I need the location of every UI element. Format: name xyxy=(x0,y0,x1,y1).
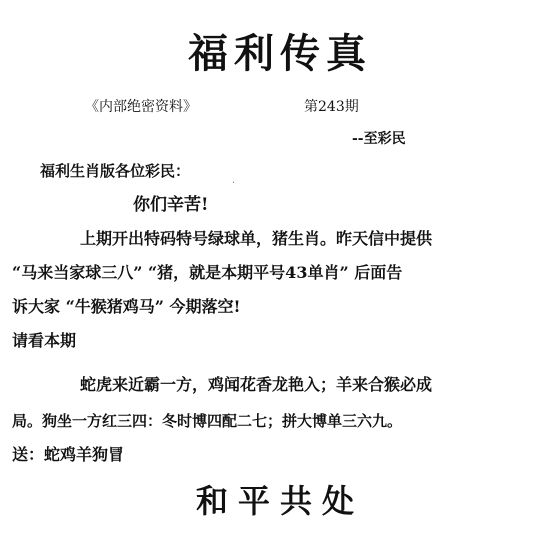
issue-number: 第243期 xyxy=(304,99,359,115)
poem-line-2: 局。狗坐一方红三四：冬时博四配二七；拼大博单三六九。 xyxy=(12,412,403,430)
author-line: --至彩民 xyxy=(352,131,406,147)
paragraph-line-1: 上期开出特码特号绿球单，猪生肖。昨天信中提供 xyxy=(80,229,433,248)
paragraph-line-2: “马来当家球三八” “猪，就是本期平号43单肖” 后面告 xyxy=(12,263,403,282)
poem-line-1: 蛇虎来近霸一方，鸡闻花香龙艳入；羊来合猴必成 xyxy=(80,375,433,394)
salutation: 福利生肖版各位彩民： xyxy=(40,162,191,180)
closing-phrase: 和平共处 xyxy=(195,482,364,520)
greeting: 你们辛苦! xyxy=(133,195,209,215)
confidential-tag: 《内部绝密资料》 xyxy=(85,99,197,115)
send-line: 送：蛇鸡羊狗冒 xyxy=(12,445,125,464)
smudge-mark: · xyxy=(232,178,236,189)
please-see-label: 请看本期 xyxy=(12,331,77,350)
paragraph-line-3: 诉大家 “牛猴猪鸡马” 今期落空! xyxy=(12,297,241,316)
document-title: 福利传真 xyxy=(188,30,372,77)
